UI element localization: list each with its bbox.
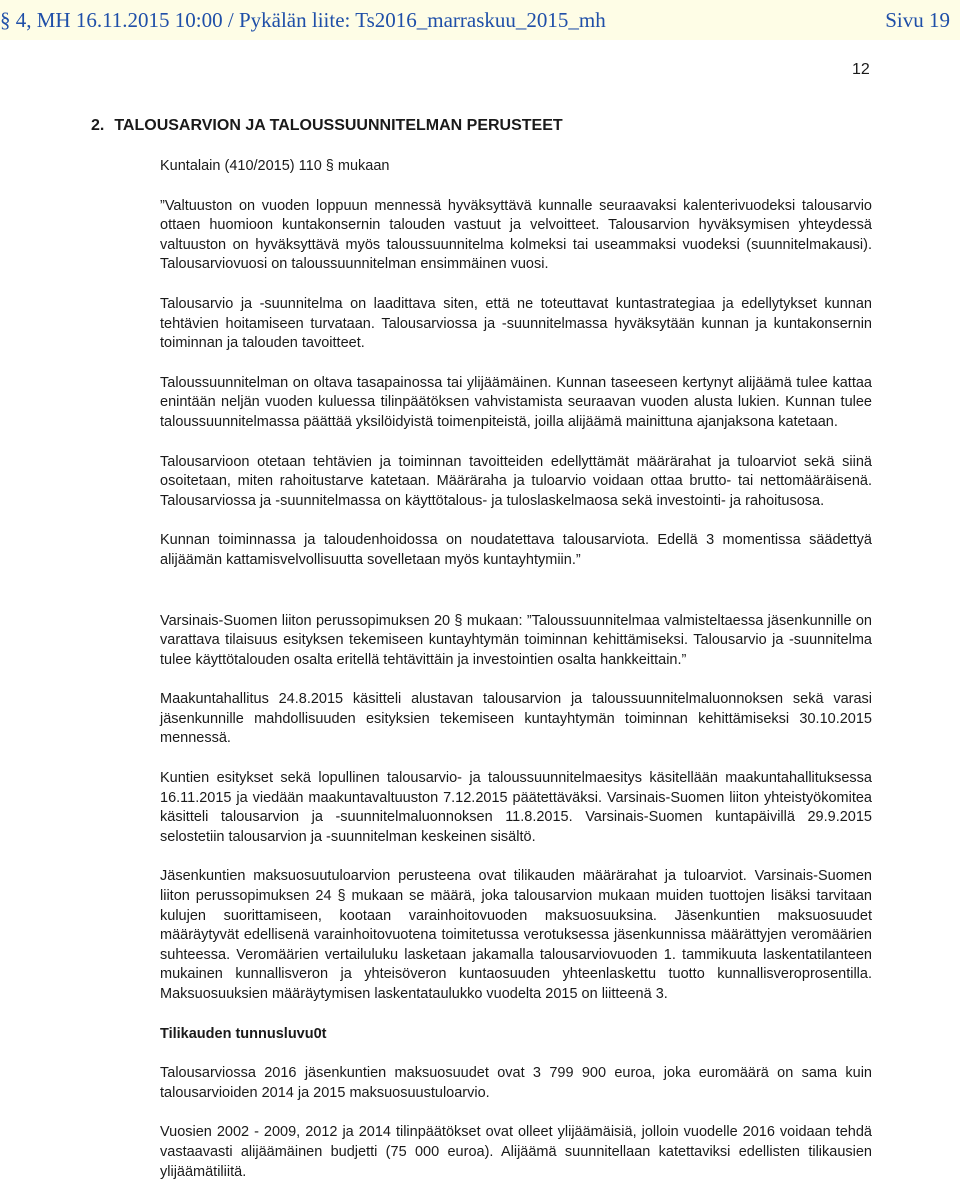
section-title-text: TALOUSARVION JA TALOUSSUUNNITELMAN PERUSTEET: [114, 117, 563, 134]
paragraph: Kuntalain (410/2015) 110 § mukaan: [160, 158, 390, 174]
subheading: Tilikauden tunnusluvu0t: [160, 1025, 327, 1042]
paragraph: Kunnan toiminnassa ja taloudenhoidossa on noudatettava talousarviota. Edellä 3 momentissa säädettyä alijäämän kattamisvelvollisuutta sovelletaan myös kuntayhtymiin.”: [160, 532, 872, 568]
paragraph: Talousarvio ja -suunnitelma on laadittava siten, että ne toteuttavat kuntastrategiaa ja edellytykset kunnan tehtävien hoitamiseen turvataan. Talousarviossa ja -suunnitelmassa hyväksytään kunnan ja kuntakonsernin toiminnan ja talouden tavoitteet.: [160, 295, 872, 352]
header-page-label: Sivu 19: [885, 8, 950, 32]
paragraph: Vuosien 2002 - 2009, 2012 ja 2014 tilinpäätökset ovat olleet ylijäämäisiä, jolloin vuodelle 2016 voidaan tehdä vastaavasti alijäämäinen budjetti (75 000 euroa). Alijäämä suunnitellaan katettaviksi edellisten tilikausien ylijäämätiliitä.: [160, 1124, 872, 1180]
paragraph: Varsinais-Suomen liiton perussopimuksen 20 § mukaan: ”Taloussuunnitelmaa valmisteltaessa jäsenkunnille on varattava tilaisuus esityksen tekemiseen kuntayhtymän toiminnan kehittämiseksi. Talousarvio ja -suunnitelma tulee käyttötalouden osalta eritellä tehtävittäin ja investointien osalta hankkeittain.”: [160, 612, 872, 668]
header-reference: § 4, MH 16.11.2015 10:00 / Pykälän liite: Ts2016_marraskuu_2015_mh: [0, 8, 606, 32]
page-number: 12: [852, 61, 870, 78]
paragraph: Talousarviossa 2016 jäsenkuntien maksuosuudet ovat 3 799 900 euroa, joka euromäärä on sama kuin talousarvioiden 2014 ja 2015 maksuosuustuloarvio.: [160, 1065, 872, 1101]
section-title: [91, 117, 563, 135]
paragraph: Taloussuunnitelman on oltava tasapainossa tai ylijäämäinen. Kunnan taseeseen kertynyt alijäämä tulee kattaa enintään neljän vuoden kuluessa tilinpäätöksen vahvistamista seuraavan vuoden alusta lukien. Kunnan tulee taloussuunnitelmassa päättää yksilöidyistä toimenpiteistä, joilla alijäämä mainittuna ajanjaksona katetaan.: [160, 374, 872, 430]
paragraph: Jäsenkuntien maksuosuutuloarvion perusteena ovat tilikauden määrärahat ja tuloarviot. Varsinais-Suomen liiton perussopimuksen 24 § mukaan se määrä, joka talousarvion mukaan muiden tuottojen lisäksi tarvitaan kulujen suorittamiseen, kootaan varainhoitovuoden maksuosuuksina. Jäsenkuntien maksuosuudet määräytyvät edellisenä varainhoitovuotena toimitetussa verotuksessa jäsenkunnissa määrättyjen veromäärien suhteessa. Veromäärien vertailuluku lasketaan jakamalla talousarviovuoden 1. tammikuuta laskentatilanteen mukainen kunnallisveron ja yhteisöveron kuntaosuuden yhteenlaskettu tuotto kunnallisveroprosentilla. Maksuosuuksien määräytymisen laskentataulukko vuodelta 2015 on liitteenä 3.: [160, 868, 872, 1002]
paragraph: ”Valtuuston on vuoden loppuun mennessä hyväksyttävä kunnalle seuraavaksi kalenterivuodeksi talousarvio ottaen huomioon kuntakonsernin talouden vastuut ja velvoitteet. Talousarvion hyväksymisen yhteydessä valtuuston on hyväksyttävä myös taloussuunnitelma kolmeksi tai useammaksi vuodeksi (suunnitelmakausi). Talousarviovuosi on taloussuunnitelman ensimmäinen vuosi.: [160, 197, 872, 273]
paragraph: Kuntien esitykset sekä lopullinen talousarvio- ja taloussuunnitelmaesitys käsitellään maakuntahallituksessa 16.11.2015 ja viedään maakuntavaltuuston 7.12.2015 päätettäväksi. Varsinais-Suomen liiton yhteistyökomitea käsitteli talousarvion ja -suunnitelmaluonnoksen 11.8.2015. Varsinais-Suomen kuntapäivillä 29.9.2015 selostetiin talousarvion ja -suunnitelman keskeinen sisältö.: [160, 770, 872, 845]
document-body: [160, 157, 872, 1202]
header-bar: [0, 0, 960, 40]
section-number: 2.: [91, 117, 105, 134]
paragraph: Talousarvioon otetaan tehtävien ja toiminnan tavoitteiden edellyttämät määrärahat ja tuloarviot sekä siinä osoitetaan, miten rahoitustarve katetaan. Määräraha ja tuloarvio voidaan ottaa brutto- tai nettomääräisenä. Talousarviossa ja -suunnitelmassa on käyttötalous- ja tuloslaskelmaosa sekä investointi- ja rahoitusosa.: [160, 453, 872, 509]
paragraph: Maakuntahallitus 24.8.2015 käsitteli alustavan talousarvion ja taloussuunnitelmaluonnoksen sekä varasi jäsenkunnille mahdollisuuden esityksien tekemiseen kuntayhtymän toiminnan kehittämiseksi 30.10.2015 mennessä.: [160, 691, 872, 747]
